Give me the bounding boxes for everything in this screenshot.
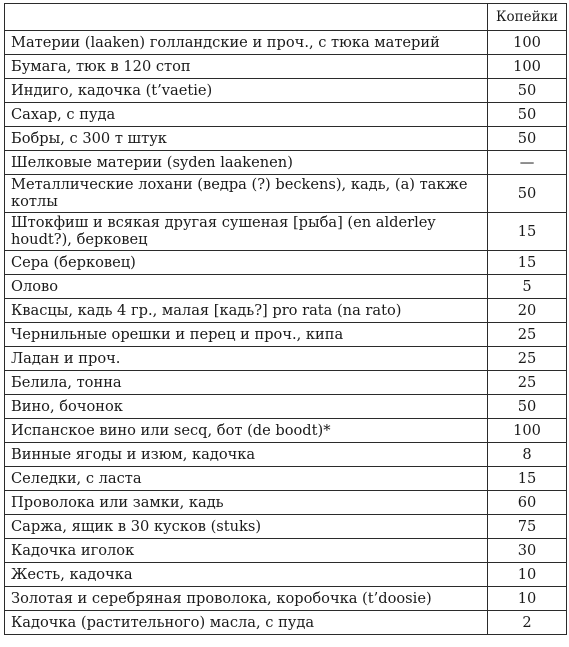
table-row (5, 371, 567, 395)
table-row (5, 491, 567, 515)
kopecks-value-cell: 50 (488, 127, 567, 151)
table-row (5, 127, 567, 151)
kopecks-value-cell: 15 (488, 467, 567, 491)
table-row (5, 151, 567, 175)
kopecks-value-cell: 100 (488, 419, 567, 443)
kopecks-value-cell: 5 (488, 275, 567, 299)
kopecks-value-cell: 20 (488, 299, 567, 323)
table-row (5, 103, 567, 127)
table-row (5, 323, 567, 347)
kopecks-value-cell: 75 (488, 515, 567, 539)
item-name-cell: Золотая и серебряная проволока, коробочка (t’doosie) (5, 587, 488, 611)
table-row (5, 275, 567, 299)
item-name-cell: Испанское вино или secq, бот (de boodt)* (5, 419, 488, 443)
column-header-kopecks: Копейки (488, 4, 567, 31)
column-header-item (5, 4, 488, 31)
kopecks-value-cell: 100 (488, 31, 567, 55)
item-name-cell: Вино, бочонок (5, 395, 488, 419)
kopecks-value-cell: 50 (488, 79, 567, 103)
kopecks-value-cell: 15 (488, 213, 567, 251)
table-row (5, 539, 567, 563)
table-row (5, 299, 567, 323)
item-name-cell: Бумага, тюк в 120 стоп (5, 55, 488, 79)
item-name-cell: Чернильные орешки и перец и проч., кипа (5, 323, 488, 347)
item-name-cell: Материи (laaken) голландские и проч., с тюка материй (5, 31, 488, 55)
item-name-cell: Белила, тонна (5, 371, 488, 395)
kopecks-value-cell: 2 (488, 611, 567, 635)
table-row (5, 213, 567, 251)
item-name-cell: Сахар, с пуда (5, 103, 488, 127)
kopecks-value-cell: 25 (488, 371, 567, 395)
item-name-cell: Кадочка иголок (5, 539, 488, 563)
item-name-cell: Кадочка (растительного) масла, с пуда (5, 611, 488, 635)
table-row (5, 347, 567, 371)
table-row (5, 443, 567, 467)
item-name-cell: Селедки, с ласта (5, 467, 488, 491)
kopecks-value-cell: 50 (488, 175, 567, 213)
item-name-cell: Металлические лохани (ведра (?) beckens), кадь, (а) также котлы (5, 175, 488, 213)
table-row (5, 515, 567, 539)
kopecks-value-cell: 60 (488, 491, 567, 515)
item-name-cell: Индиго, кадочка (t’vaetie) (5, 79, 488, 103)
item-name-cell: Шелковые материи (syden laakenen) (5, 151, 488, 175)
table-row (5, 467, 567, 491)
item-name-cell: Штокфиш и всякая другая сушеная [рыба] (en alderley houdt?), берковец (5, 213, 488, 251)
table-body (5, 31, 567, 635)
item-name-cell: Олово (5, 275, 488, 299)
table-row (5, 79, 567, 103)
table-header-row (5, 4, 567, 31)
kopecks-value-cell: 50 (488, 103, 567, 127)
table-row (5, 395, 567, 419)
item-name-cell: Проволока или замки, кадь (5, 491, 488, 515)
tariff-table (4, 3, 567, 635)
kopecks-value-cell: 25 (488, 323, 567, 347)
kopecks-value-cell: 10 (488, 587, 567, 611)
item-name-cell: Жесть, кадочка (5, 563, 488, 587)
table-row (5, 55, 567, 79)
kopecks-value-cell: 100 (488, 55, 567, 79)
kopecks-value-cell: 15 (488, 251, 567, 275)
kopecks-value-cell: 50 (488, 395, 567, 419)
table-row (5, 419, 567, 443)
table-row (5, 611, 567, 635)
table-row (5, 587, 567, 611)
item-name-cell: Ладан и проч. (5, 347, 488, 371)
item-name-cell: Винные ягоды и изюм, кадочка (5, 443, 488, 467)
kopecks-value-cell: 8 (488, 443, 567, 467)
item-name-cell: Бобры, с 300 т штук (5, 127, 488, 151)
table-row (5, 31, 567, 55)
table-row (5, 563, 567, 587)
kopecks-value-cell: 10 (488, 563, 567, 587)
kopecks-value-cell: 25 (488, 347, 567, 371)
table-row (5, 175, 567, 213)
table-row (5, 251, 567, 275)
item-name-cell: Квасцы, кадь 4 гр., малая [кадь?] pro rata (na rato) (5, 299, 488, 323)
item-name-cell: Саржа, ящик в 30 кусков (stuks) (5, 515, 488, 539)
kopecks-value-cell: 30 (488, 539, 567, 563)
item-name-cell: Сера (берковец) (5, 251, 488, 275)
kopecks-value-cell: — (488, 151, 567, 175)
